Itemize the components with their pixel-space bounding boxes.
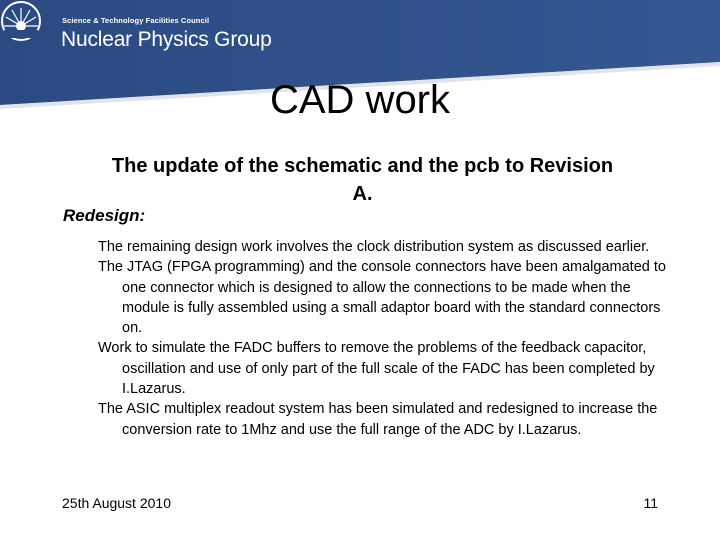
footer-date: 25th August 2010	[62, 495, 171, 511]
slide-title: CAD work	[269, 78, 451, 122]
stfc-sunburst-icon	[0, 0, 42, 42]
organisation-name: Nuclear Physics Group	[61, 28, 272, 51]
list-item: Work to simulate the FADC buffers to remove the problems of the feedback capacitor, oscillation and use of only part of the full scale of the FADC has been completed by I.Lazarus.	[98, 340, 655, 398]
list-item: The JTAG (FPGA programming) and the console connectors have been amalgamated to one connector which is designed to allow the connections to be made when the module is fully assembled using a small adaptor board with the standard connectors on.	[98, 259, 666, 337]
list-item: The remaining design work involves the clock distribution system as discussed earlier.	[98, 239, 650, 255]
list-item: The ASIC multiplex readout system has been simulated and redesigned to increase the conversion rate to 1Mhz and use the full range of the ADC by I.Lazarus.	[98, 401, 658, 438]
slide-subtitle: The update of the schematic and the pcb to Revision A.	[111, 155, 614, 205]
organisation-subtitle: Science & Technology Facilities Council	[62, 16, 210, 25]
bullet-list	[98, 237, 668, 440]
page-number: 11	[643, 495, 658, 511]
section-heading: Redesign:	[63, 206, 146, 225]
